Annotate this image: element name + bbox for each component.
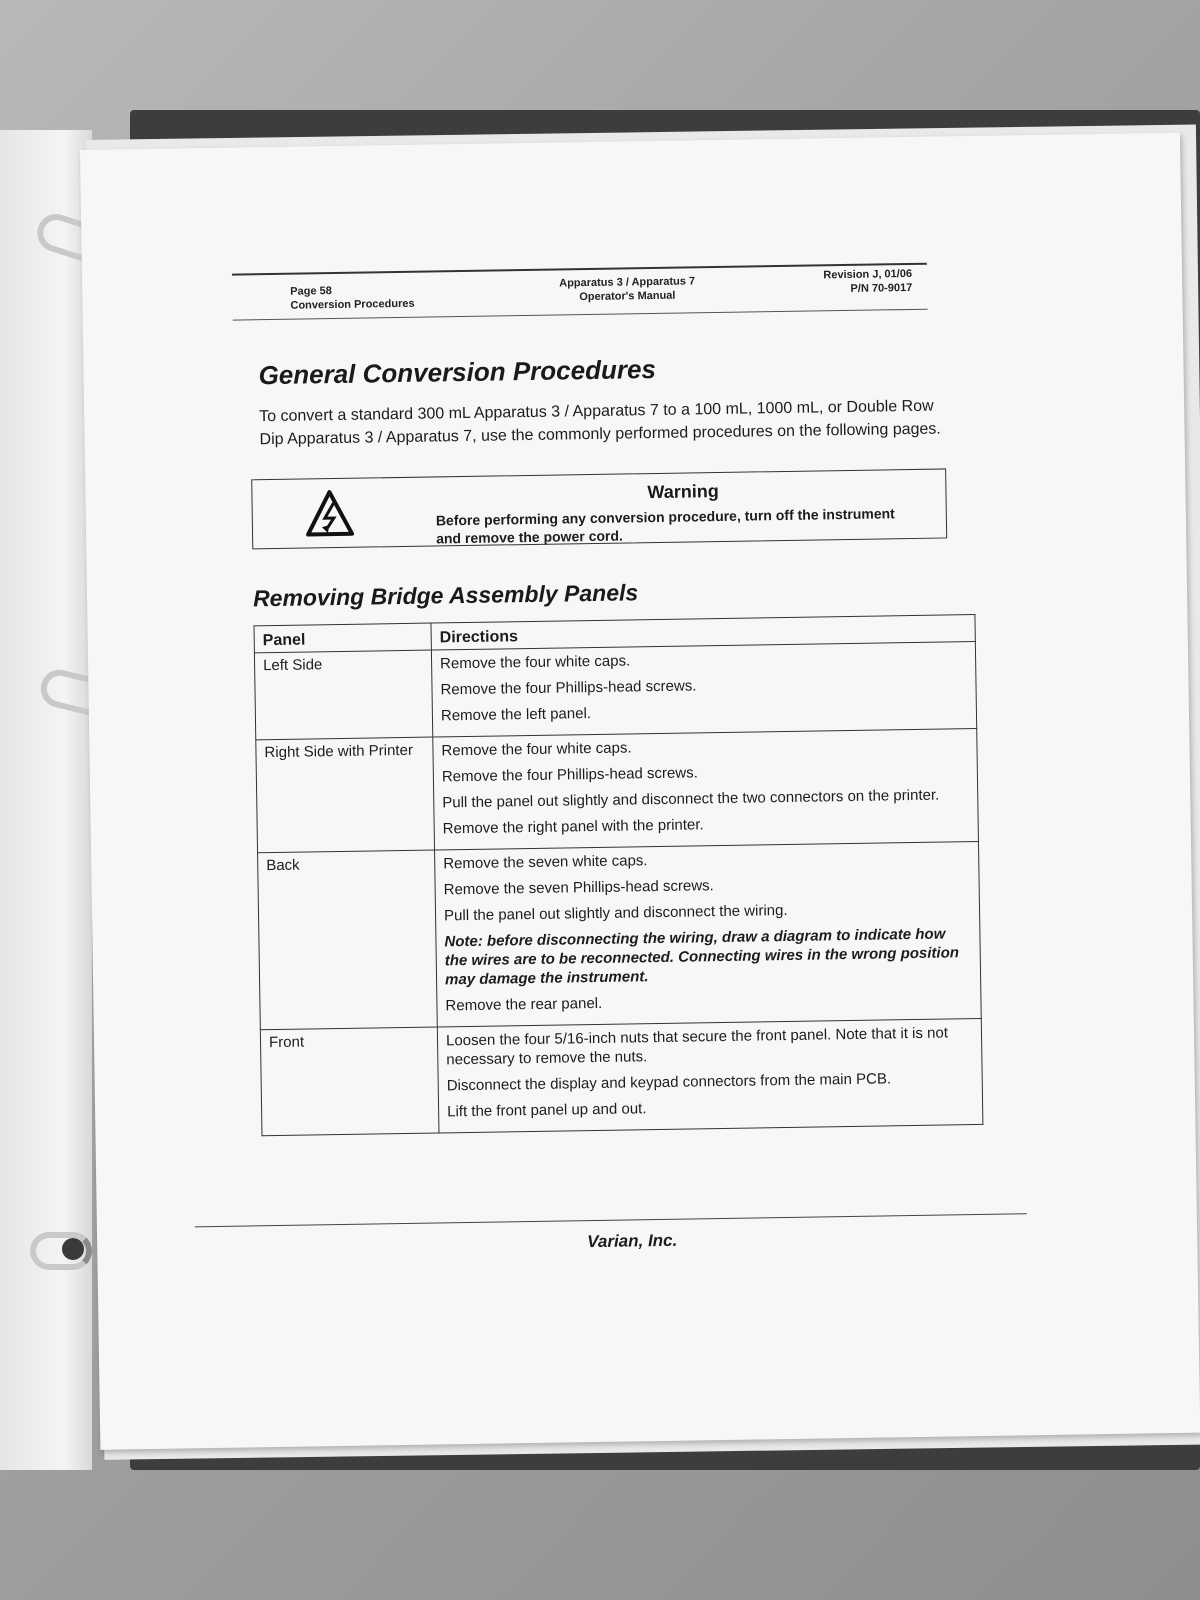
table-row [260,1018,983,1135]
warning-title: Warning [647,481,719,503]
table-row [258,841,982,1029]
panel-cell: Back [258,850,438,1030]
table-row [256,728,979,852]
part-number: P/N 70-9017 [850,281,913,295]
footer-company: Varian, Inc. [587,1230,678,1252]
warning-text: Before performing any conversion procedure, turn off the instrument and remove the power cord. [435,505,895,547]
panel-cell: Right Side with Printer [256,737,435,853]
table-header-panel: Panel [254,623,431,653]
direction-step: Remove the four Phillips-head screws. [440,677,697,699]
directions-cell [435,841,982,1027]
binder-ring-bottom [30,1232,92,1270]
electrical-hazard-icon [304,489,355,538]
table-row [254,641,976,739]
manual-name: Operator's Manual [579,289,676,304]
direction-step: Remove the rear panel. [445,994,603,1015]
product-name: Apparatus 3 / Apparatus 7 [559,275,696,290]
direction-step: Loosen the four 5/16-inch nuts that secure the front panel. Note that it is not necessary to remove the nuts. [445,1024,949,1069]
revision: Revision J, 01/06 [823,267,913,282]
header-center [537,274,717,305]
direction-step: Lift the front panel up and out. [447,1100,647,1121]
panel-cell: Left Side [254,650,432,740]
direction-step: Remove the four Phillips-head screws. [441,764,698,786]
direction-step: Remove the right panel with the printer. [442,816,704,838]
manual-page [80,133,1200,1450]
section-name: Conversion Procedures [290,297,415,312]
direction-step: Pull the panel out slightly and disconnect the two connectors on the printer. [442,786,940,812]
section-title: Removing Bridge Assembly Panels [252,579,639,612]
direction-note: Note: before disconnecting the wiring, draw a diagram to indicate how the wires are to be reconnected. Connecting wires in the wrong position may damage the instrument. [444,925,960,989]
intro-paragraph: To convert a standard 300 mL Apparatus 3 / Apparatus 7 to a 100 mL, 1000 mL, or Double Row Dip Apparatus 3 / Apparatus 7, use the commonly performed procedures on the following pages. [259,397,941,449]
direction-step: Remove the four white caps. [441,739,632,760]
direction-step: Pull the panel out slightly and disconnect the wiring. [443,901,788,925]
page-number: Page 58 [290,285,332,298]
header-right [772,267,912,297]
header-left [290,283,415,313]
panel-cell: Front [260,1027,439,1136]
direction-step: Remove the four white caps. [439,652,631,673]
panels-table [253,614,983,1136]
footer-rule [195,1213,1027,1227]
direction-step: Remove the seven Phillips-head screws. [443,877,714,899]
direction-step: Remove the seven white caps. [443,852,648,873]
warning-box [251,468,947,549]
direction-step: Remove the left panel. [440,705,592,725]
directions-cell [433,728,979,850]
table-header-directions: Directions [431,615,975,651]
page-title: General Conversion Procedures [258,353,657,391]
directions-cell [431,641,976,737]
directions-cell [437,1018,983,1133]
direction-step: Disconnect the display and keypad connectors from the main PCB. [446,1070,892,1095]
